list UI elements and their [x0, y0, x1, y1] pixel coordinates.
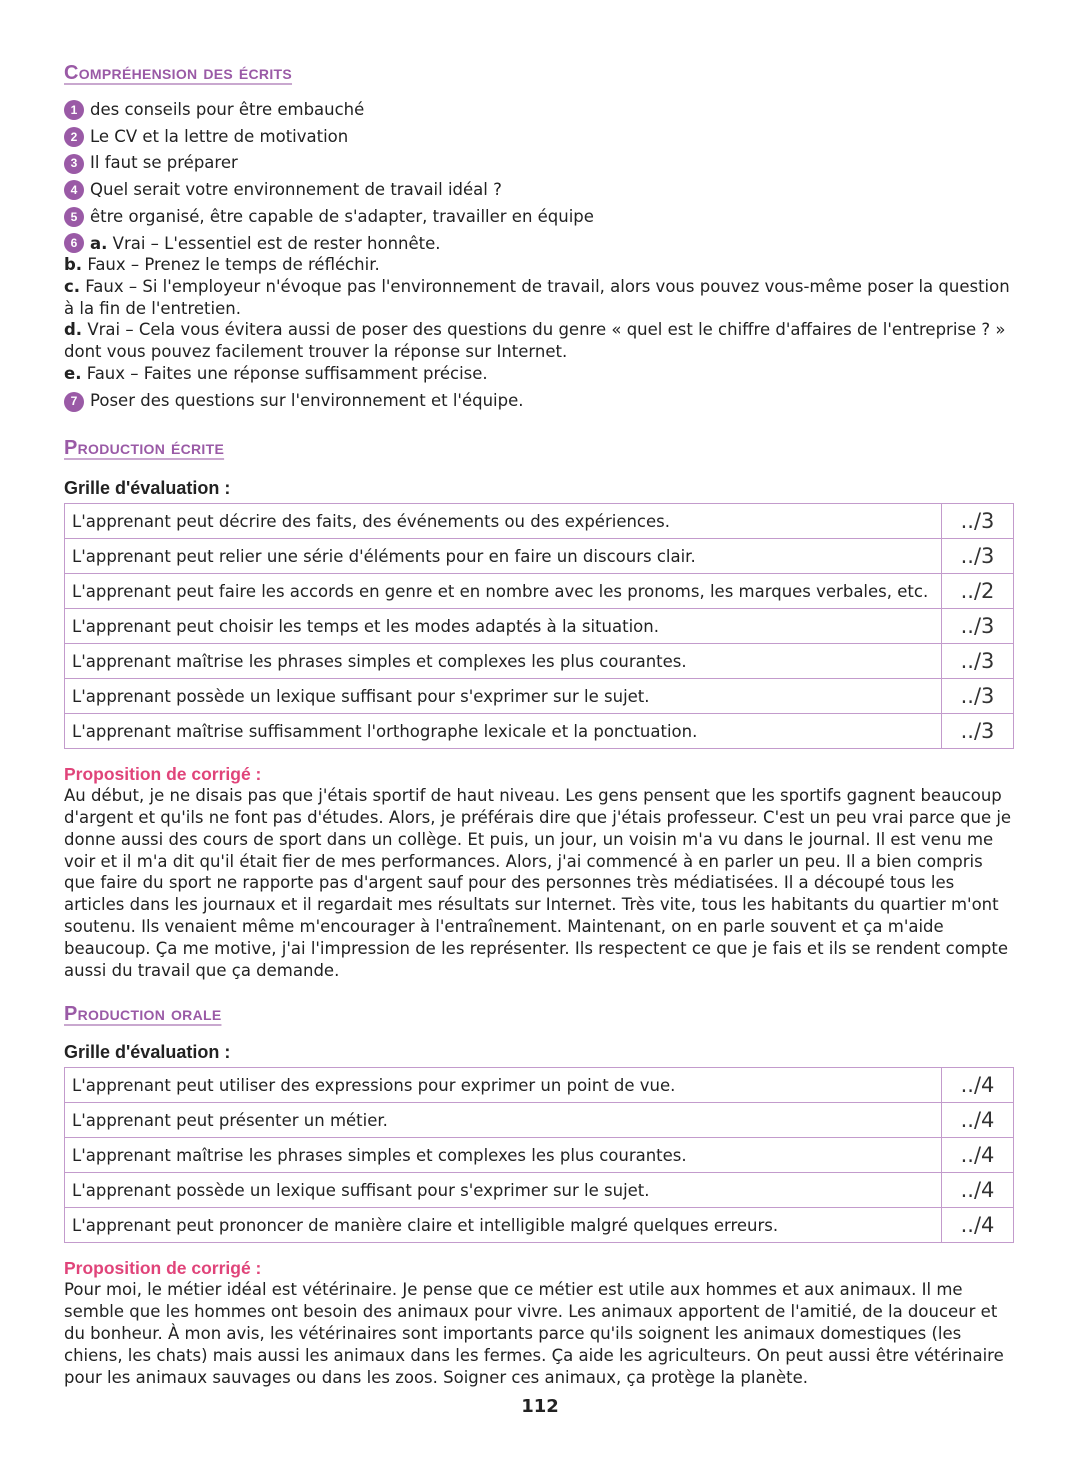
table-row: L'apprenant peut décrire des faits, des événements ou des expériences. ../3 — [65, 504, 1014, 539]
number-badge-icon: 1 — [64, 100, 84, 120]
table-row: L'apprenant maîtrise les phrases simples et complexes les plus courantes. ../4 — [65, 1138, 1014, 1173]
table-row: L'apprenant peut présenter un métier. ../4 — [65, 1103, 1014, 1138]
number-badge-icon: 3 — [64, 154, 84, 174]
table-row: L'apprenant peut relier une série d'éléments pour en faire un discours clair. ../3 — [65, 539, 1014, 574]
number-badge-icon: 2 — [64, 127, 84, 147]
table-row: L'apprenant maîtrise suffisamment l'orthographe lexicale et la ponctuation. ../3 — [65, 714, 1014, 749]
number-badge-icon: 7 — [64, 392, 84, 412]
proposition-label: Proposition de corrigé : — [64, 1258, 262, 1279]
answers-list — [64, 97, 1014, 415]
proposition-label: Proposition de corrigé : — [64, 764, 262, 785]
evaluation-grid-ecrite — [64, 503, 1014, 749]
answer-5: 5 être organisé, être capable de s'adapter, travailler en équipe — [64, 204, 1014, 231]
answer-6: 6 a. Vrai – L'essentiel est de rester honnête. b. Faux – Prenez le temps de réfléchir. c. Faux – Si l'employeur n'évoque pas l'environnement de travail, alors vous pouvez vous-même poser la question à la fin de l'entretien. d. Vrai – Cela vous évitera aussi de poser des questions du genre « quel est le chiffre d'affaires de l'entreprise ? » dont vous pouvez facilement trouver la réponse sur Internet. e. Faux – Faites une réponse suffisamment précise. — [64, 233, 1010, 383]
table-row: L'apprenant possède un lexique suffisant pour s'exprimer sur le sujet. ../4 — [65, 1173, 1014, 1208]
evaluation-grid-orale — [64, 1067, 1014, 1243]
table-row: L'apprenant peut prononcer de manière claire et intelligible malgré quelques erreurs. ../4 — [65, 1208, 1014, 1243]
answer-3: 3 Il faut se préparer — [64, 150, 1014, 177]
proposition-text: Pour moi, le métier idéal est vétérinaire. Je pense que ce métier est utile aux hommes et aux animaux. Il me semble que les hommes ont besoin des animaux pour vivre. Les animaux apportent de l'amitié, de la douceur et du bonheur. À mon avis, les vétérinaires sont importants parce qu'ils soignent les animaux domestiques (les chiens, les chats) mais aussi les animaux dans les fermes. Ça aide les agriculteurs. On peut aussi être vétérinaire pour les animaux sauvages ou dans les zoos. Soigner ces animaux, ça protège la planète. — [64, 1280, 1004, 1387]
number-badge-icon: 6 — [64, 233, 84, 253]
answer-4: 4 Quel serait votre environnement de travail idéal ? — [64, 177, 1014, 204]
table-row: L'apprenant peut utiliser des expressions pour exprimer un point de vue. ../4 — [65, 1068, 1014, 1103]
table-row: L'apprenant possède un lexique suffisant pour s'exprimer sur le sujet. ../3 — [65, 679, 1014, 714]
table-row: L'apprenant peut choisir les temps et les modes adaptés à la situation. ../3 — [65, 609, 1014, 644]
table-row: L'apprenant peut faire les accords en genre et en nombre avec les pronoms, les marques verbales, etc. ../2 — [65, 574, 1014, 609]
grid-label: Grille d'évaluation : — [64, 478, 231, 499]
section-heading-production-orale: Production orale — [64, 1003, 222, 1026]
answer-7: 7 Poser des questions sur l'environnement et l'équipe. — [64, 388, 1014, 415]
page-number: 112 — [521, 1396, 559, 1417]
section-heading-comprehension: Compréhension des écrits — [64, 62, 293, 84]
number-badge-icon: 5 — [64, 207, 84, 227]
number-badge-icon: 4 — [64, 180, 84, 200]
grid-label: Grille d'évaluation : — [64, 1042, 231, 1063]
answer-1: 1 des conseils pour être embauché — [64, 97, 1014, 124]
proposition-text: Au début, je ne disais pas que j'étais sportif de haut niveau. Les gens pensent que les sportifs gagnent beaucoup d'argent et qu'ils ne font pas d'études. Alors, je préférais dire que j'étais professeur. C'est un peu vrai parce que je donne aussi des cours de sport dans un collège. Et puis, un jour, un voisin m'a vu dans le journal. Il est venu me voir et il m'a dit qu'il était fier de mes performances. Alors, j'ai commencé à en parler un peu. Il a bien compris que faire du sport ne rapporte pas d'argent sauf pour des personnes très médiatisées. Il a découpé tous les articles dans les journaux et il regardait mes résultats sur Internet. Très vite, tous les habitants du quartier m'ont soutenu. Ils venaient même m'encourager à l'entraînement. Maintenant, on en parle souvent et ça m'aide beaucoup. Ça me motive, j'ai l'impression de les représenter. Ils respectent ce que je fais et ils se rendent compte aussi du travail que ça demande. — [64, 786, 1012, 980]
table-row: L'apprenant maîtrise les phrases simples et complexes les plus courantes. ../3 — [65, 644, 1014, 679]
answer-2: 2 Le CV et la lettre de motivation — [64, 124, 1014, 151]
section-heading-production-ecrite: Production écrite — [64, 437, 225, 460]
